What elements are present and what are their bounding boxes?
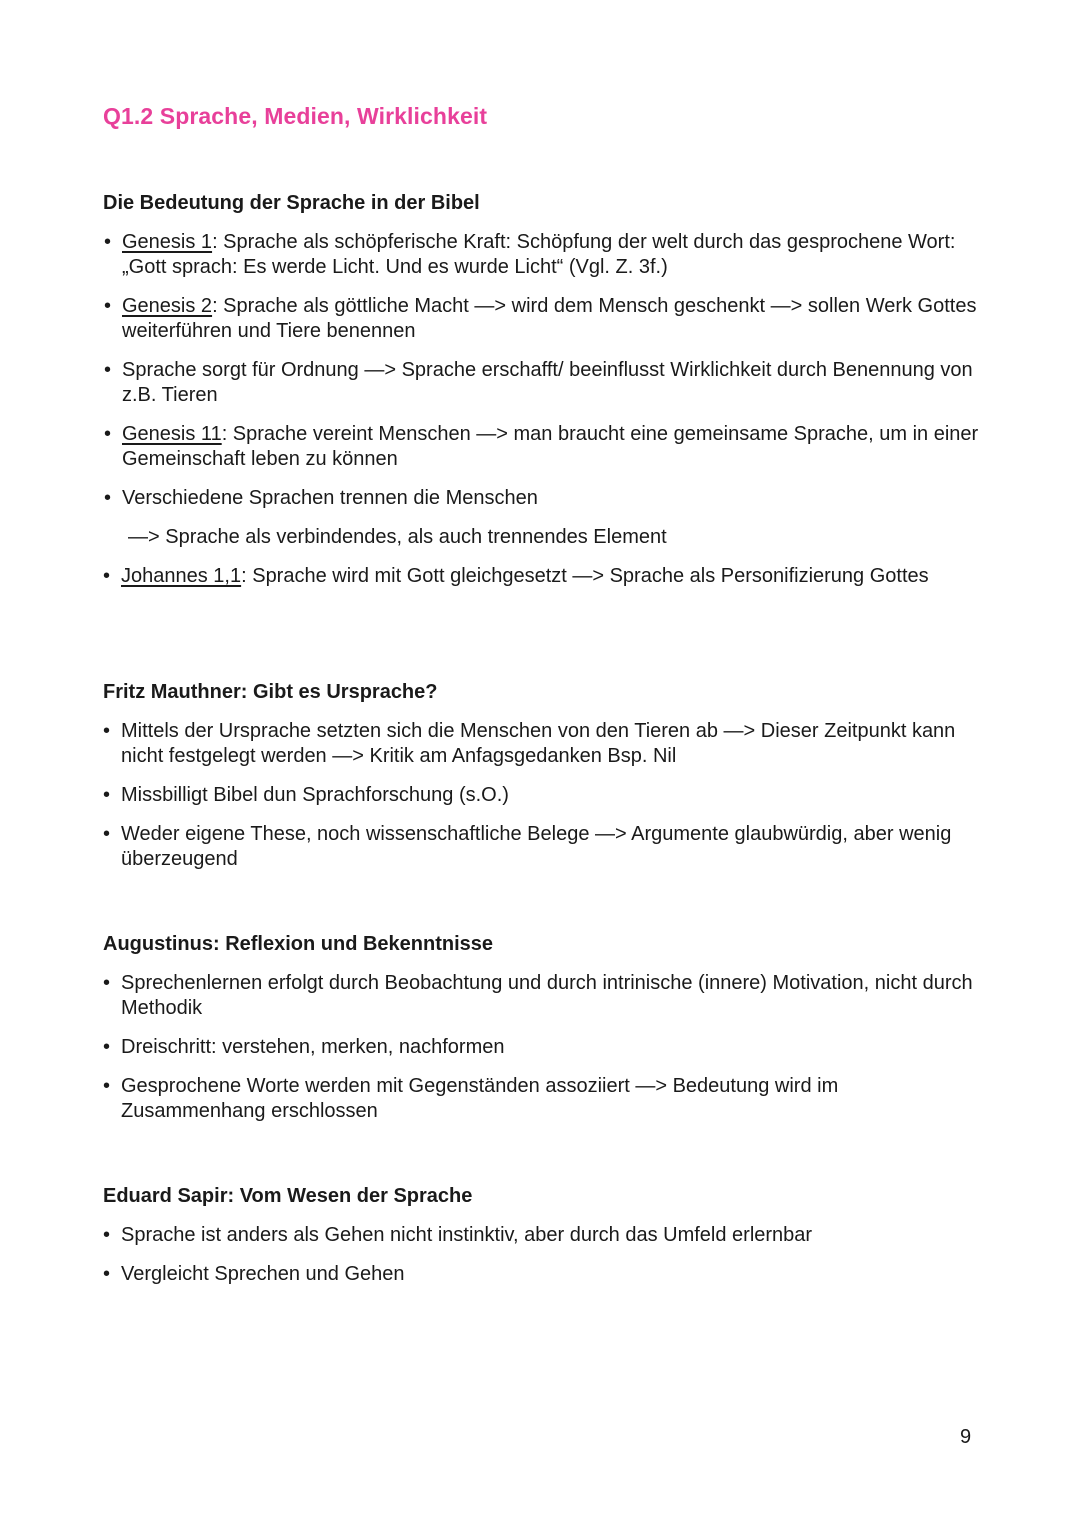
- list-item: [103, 971, 983, 1021]
- bible-reference: Johannes 1,1: [121, 565, 242, 587]
- bullet-icon: •: [103, 1263, 111, 1285]
- bullet-icon: •: [104, 487, 112, 509]
- list-item: [104, 422, 983, 472]
- section-bible: [103, 190, 983, 603]
- list-item-text: : Sprache vereint Menschen —> man braucht eine gemeinsame Sprache, um in einer Gemeinschaft leben zu können: [122, 423, 979, 470]
- bible-reference: Genesis 2: [122, 295, 213, 317]
- page-title: Q1.2 Sprache, Medien, Wirklichkeit: [103, 103, 488, 129]
- list-item: [104, 230, 983, 280]
- bullet-icon: •: [103, 720, 111, 742]
- list-item-text: Missbilligt Bibel dun Sprachforschung (s.O.): [121, 784, 509, 806]
- list-item-text: Sprache sorgt für Ordnung —> Sprache erschafft/ beeinflusst Wirklichkeit durch Benennung von z.B. Tieren: [122, 359, 973, 406]
- list-item-text: : Sprache wird mit Gott gleichgesetzt —> Sprache als Personifizierung Gottes: [241, 565, 929, 587]
- list-item-text: Weder eigene These, noch wissenschaftliche Belege —> Argumente glaubwürdig, aber wenig überzeugend: [121, 823, 952, 870]
- bullet-icon: •: [103, 1224, 111, 1246]
- list-item: [103, 1074, 983, 1124]
- bullet-list: [103, 1223, 983, 1287]
- bullet-icon: •: [103, 823, 111, 845]
- page-number: 9: [960, 1426, 972, 1448]
- bullet-icon: •: [103, 1075, 111, 1097]
- list-item-text: Sprache ist anders als Gehen nicht instinktiv, aber durch das Umfeld erlernbar: [121, 1224, 813, 1246]
- bible-reference: Genesis 1: [122, 231, 213, 253]
- list-item: [103, 783, 983, 808]
- list-item: [103, 719, 983, 769]
- section-heading: Die Bedeutung der Sprache in der Bibel: [103, 192, 480, 214]
- bullet-icon: •: [104, 423, 112, 445]
- section-mauthner: [103, 679, 983, 886]
- list-item: [103, 564, 983, 589]
- section-heading: Augustinus: Reflexion und Bekenntnisse: [103, 933, 494, 955]
- section-heading: Fritz Mauthner: Gibt es Ursprache?: [103, 681, 438, 703]
- list-item: [103, 1223, 983, 1248]
- list-item: [103, 822, 983, 872]
- list-item: [103, 1262, 983, 1287]
- bullet-icon: •: [104, 359, 112, 381]
- list-item-text: Gesprochene Worte werden mit Gegenständen assoziiert —> Bedeutung wird im Zusammenhang erschlossen: [121, 1075, 839, 1122]
- bullet-icon: •: [103, 565, 111, 587]
- list-item-text: : Sprache als schöpferische Kraft: Schöpfung der welt durch das gesprochene Wort: „Gott sprach: Es werde Licht. Und es wurde Licht“ (Vgl. Z. 3f.): [122, 231, 956, 278]
- bullet-list: [103, 230, 983, 511]
- bullet-icon: •: [103, 1036, 111, 1058]
- list-item-text: Mittels der Ursprache setzten sich die Menschen von den Tieren ab —> Dieser Zeitpunkt kann nicht festgelegt werden —> Kritik am Anfagsgedanken Bsp. Nil: [121, 720, 956, 767]
- list-item: [104, 358, 983, 408]
- list-item-text: : Sprache als göttliche Macht —> wird dem Mensch geschenkt —> sollen Werk Gottes weiterführen und Tiere benennen: [122, 295, 977, 342]
- list-item-text: Vergleicht Sprechen und Gehen: [121, 1263, 405, 1285]
- bullet-list: [103, 719, 983, 872]
- section-sapir: [103, 1183, 983, 1301]
- bullet-list: [103, 564, 983, 589]
- bible-reference: Genesis 11: [122, 423, 222, 445]
- bullet-icon: •: [103, 784, 111, 806]
- bullet-list: [103, 971, 983, 1124]
- section-augustinus: [103, 931, 983, 1138]
- list-item: [104, 294, 983, 344]
- list-item-text: Verschiedene Sprachen trennen die Menschen: [122, 487, 538, 509]
- list-item-text: Sprechenlernen erfolgt durch Beobachtung und durch intrinische (innere) Motivation, nicht durch Methodik: [121, 972, 973, 1019]
- conclusion-line: —> Sprache als verbindendes, als auch trennendes Element: [128, 526, 667, 548]
- bullet-icon: •: [104, 295, 112, 317]
- list-item: [104, 486, 983, 511]
- bullet-icon: •: [103, 972, 111, 994]
- list-item-text: Dreischritt: verstehen, merken, nachformen: [121, 1036, 505, 1058]
- bullet-icon: •: [104, 231, 112, 253]
- list-item: [103, 1035, 983, 1060]
- section-heading: Eduard Sapir: Vom Wesen der Sprache: [103, 1185, 473, 1207]
